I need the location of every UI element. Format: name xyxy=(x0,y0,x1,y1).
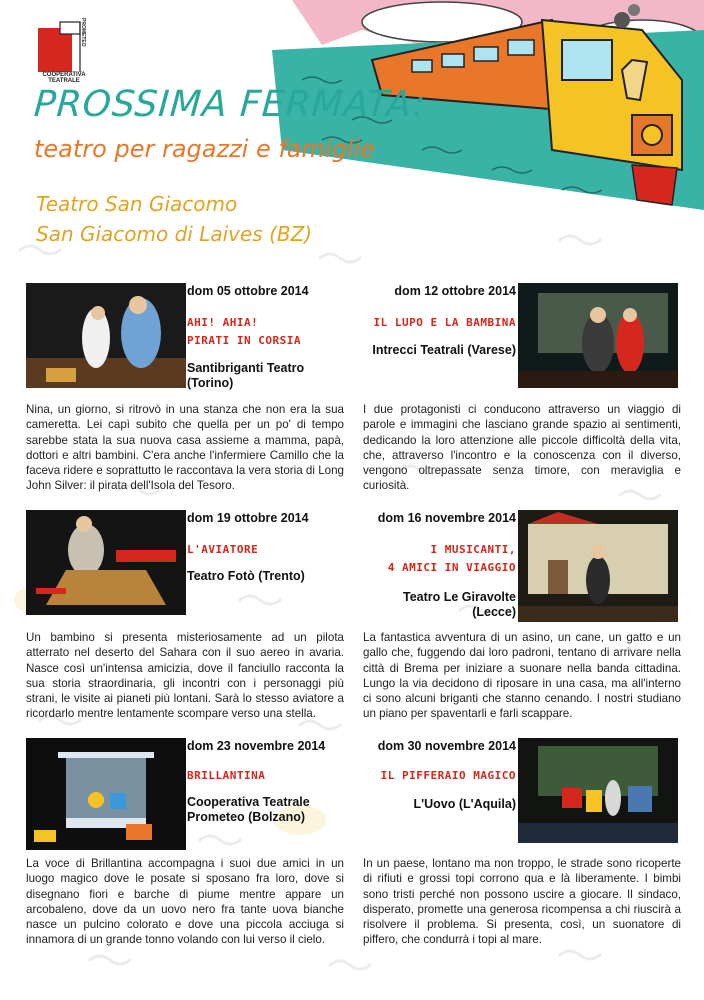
prometeo-logo xyxy=(36,20,96,74)
event-company: L'Uovo (L'Aquila) xyxy=(413,797,516,811)
page-title: PROSSIMA FERMATA: xyxy=(32,84,428,125)
event-photo-pifferaio xyxy=(518,738,678,843)
event-date: dom 19 ottobre 2014 xyxy=(187,511,309,525)
event-company: Teatro Fotò (Trento) xyxy=(187,569,305,583)
event-photo-brillantina xyxy=(26,738,186,850)
event-company: Santibriganti Teatro (Torino) xyxy=(187,361,305,390)
event-description: La voce di Brillantina accompagna i suoi due amici in un luogo magico dove le posate si sposano fra loro, dove si disegnano fiori e barche di piume mentre appare un arcobaleno, dove da un uovo nero fra tante uova bianche nasce un pulcino colorato e dove una piccola acciuga si innamora di un grande tonno volando con lui verso il cielo. xyxy=(26,857,344,947)
event-description: In un paese, lontano ma non troppo, le strade sono ricoperte di rifiuti e grossi topi corrono qua e là liberamente. I bimbi sono tristi perché non possono uscire a giocare. Il sindaco, disperato, promette una generosa ricompensa a chi riuscirà a risolvere il problema. Si presenta, così, un suonatore di piffero, che condurrà i topi al mare. xyxy=(363,857,681,947)
event-title: I MUSICANTI, 4 AMICI IN VIAGGIO xyxy=(387,543,516,574)
event-description: I due protagonisti ci conducono attraverso un viaggio di parole e immagini che lasciano grande spazio ai sentimenti, dedicando la loro attenzione alle piccole difficoltà della vita, che, attraverso l'incontro e la conoscenza con il diverso, vengono oltrepassate senza timore, con meraviglia e curiosità. xyxy=(363,403,681,493)
event-company: Cooperativa Teatrale Prometeo (Bolzano) xyxy=(187,795,310,824)
event-company: Intrecci Teatrali (Varese) xyxy=(372,343,516,357)
event-date: dom 23 novembre 2014 xyxy=(187,739,326,753)
page-subtitle: teatro per ragazzi e famiglie xyxy=(34,135,375,163)
event-description: Un bambino si presenta misteriosamente ad un pilota atterrato nel deserto del Sahara con il suo aereo in avaria. Nasce così un'intensa amicizia, dove il fanciullo racconta la sua storia straordinaria, gli incontri con i personaggi più strani, le visite ai pianeti più lontani. Sarà lo stesso aviatore a ricordarlo mentre lentamente scompare verso una stella. xyxy=(26,631,344,721)
event-title: BRILLANTINA xyxy=(187,769,266,782)
venue-location: San Giacomo di Laives (BZ) xyxy=(36,222,313,246)
event-date: dom 16 novembre 2014 xyxy=(377,511,516,525)
event-photo-pirati xyxy=(26,283,186,388)
venue-name: Teatro San Giacomo xyxy=(36,192,238,216)
event-title: IL LUPO E LA BAMBINA xyxy=(373,316,516,329)
event-date: dom 12 ottobre 2014 xyxy=(394,284,516,298)
event-title: IL PIFFERAIO MAGICO xyxy=(380,769,516,782)
event-company: Teatro Le Giravolte (Lecce) xyxy=(403,590,516,619)
event-description: Nina, un giorno, si ritrovò in una stanza che non era la sua cameretta. Lei capì subito che quella per un po' di tempo sarebbe stata la sua nuova casa assieme a mamma, papà, dottori e altri bambini. C'era anche l'infermiere Camillo che la faceva ridere e soprattutto le raccontava la vera storia di Long John Silver: il pirata dell'Isola del Tesoro. xyxy=(26,403,344,493)
event-description: La fantastica avventura di un asino, un cane, un gatto e un gallo che, fuggendo dai loro padroni, tentano di arrivare nella città di Brema per iniziare a suonare nella banda cittadina. Lungo la via decidono di riposare in una casa, ma all'interno ci sono alcuni briganti che stanno cenando. I nostri studiano un piano per spaventarli e farli scappare. xyxy=(363,631,681,721)
event-photo-musicanti xyxy=(518,510,678,622)
event-title: L'AVIATORE xyxy=(187,543,259,556)
logo-brand: PROMETEO xyxy=(80,18,86,47)
event-photo-aviatore xyxy=(26,510,186,615)
event-title: AHI! AHIA! PIRATI IN CORSIA xyxy=(187,316,301,347)
event-photo-lupo xyxy=(518,283,678,388)
logo-text: COOPERATIVA TEATRALE xyxy=(42,72,86,84)
event-date: dom 05 ottobre 2014 xyxy=(187,284,309,298)
event-date: dom 30 novembre 2014 xyxy=(377,739,516,753)
